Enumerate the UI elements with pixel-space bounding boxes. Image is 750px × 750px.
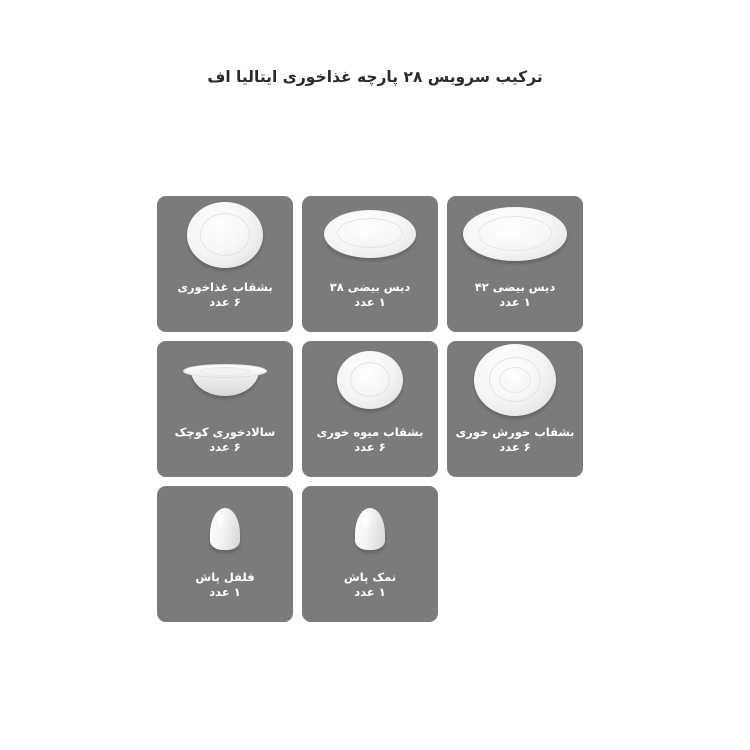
oval-dish-icon (324, 210, 416, 264)
item-qty: ۱ عدد (499, 295, 531, 309)
round-plate-icon (187, 202, 263, 272)
item-label: سالادخوری کوچک (174, 425, 276, 439)
item-card-oval-dish-38[interactable] (302, 196, 438, 332)
page-title: ترکیب سرویس ۲۸ پارچه غذاخوری ایتالیا اف (207, 68, 543, 86)
item-card-stew-plate[interactable] (447, 341, 583, 477)
item-qty: ۶ عدد (499, 440, 531, 454)
item-label: بشقاب غذاخوری (177, 280, 273, 294)
shaker-icon (355, 504, 385, 550)
grid-row-3 (157, 486, 456, 622)
item-label: دیس بیضی ۴۲ (474, 280, 556, 294)
item-qty: ۶ عدد (209, 295, 241, 309)
stew-bowl-icon (474, 344, 556, 420)
item-caption (471, 280, 560, 310)
item-qty: ۶ عدد (354, 440, 386, 454)
item-caption (340, 570, 400, 600)
item-grid (157, 196, 601, 626)
salt-shaker-art (302, 486, 438, 568)
item-card-pepper-shaker[interactable] (157, 486, 293, 622)
item-qty: ۱ عدد (209, 585, 241, 599)
item-card-fruit-plate[interactable] (302, 341, 438, 477)
item-label: بشقاب میوه خوری (316, 425, 424, 439)
dinner-plate-art (157, 196, 293, 278)
fruit-plate-icon (337, 351, 403, 413)
item-caption (452, 425, 579, 455)
item-label: بشقاب خورش خوری (455, 425, 575, 439)
shaker-icon (210, 504, 240, 550)
item-card-dinner-plate[interactable] (157, 196, 293, 332)
item-caption (191, 570, 258, 600)
item-label: فلفل پاش (195, 570, 255, 584)
item-label: دیس بیضی ۳۸ (329, 280, 411, 294)
item-card-salt-shaker[interactable] (302, 486, 438, 622)
item-caption (313, 425, 428, 455)
item-caption (326, 280, 415, 310)
item-caption (171, 425, 280, 455)
item-qty: ۶ عدد (209, 440, 241, 454)
fruit-plate-art (302, 341, 438, 423)
stew-plate-art (447, 341, 583, 423)
salad-bowl-icon (183, 362, 267, 402)
oval-dish-38-art (302, 196, 438, 278)
item-qty: ۱ عدد (354, 295, 386, 309)
small-salad-art (157, 341, 293, 423)
item-card-small-salad[interactable] (157, 341, 293, 477)
grid-row-2 (157, 341, 601, 477)
item-card-oval-dish-42[interactable] (447, 196, 583, 332)
pepper-shaker-art (157, 486, 293, 568)
oval-dish-42-art (447, 196, 583, 278)
item-caption (173, 280, 276, 310)
oval-dish-large-icon (463, 207, 567, 267)
grid-row-1 (157, 196, 601, 332)
item-qty: ۱ عدد (354, 585, 386, 599)
item-label: نمک پاش (343, 570, 397, 584)
